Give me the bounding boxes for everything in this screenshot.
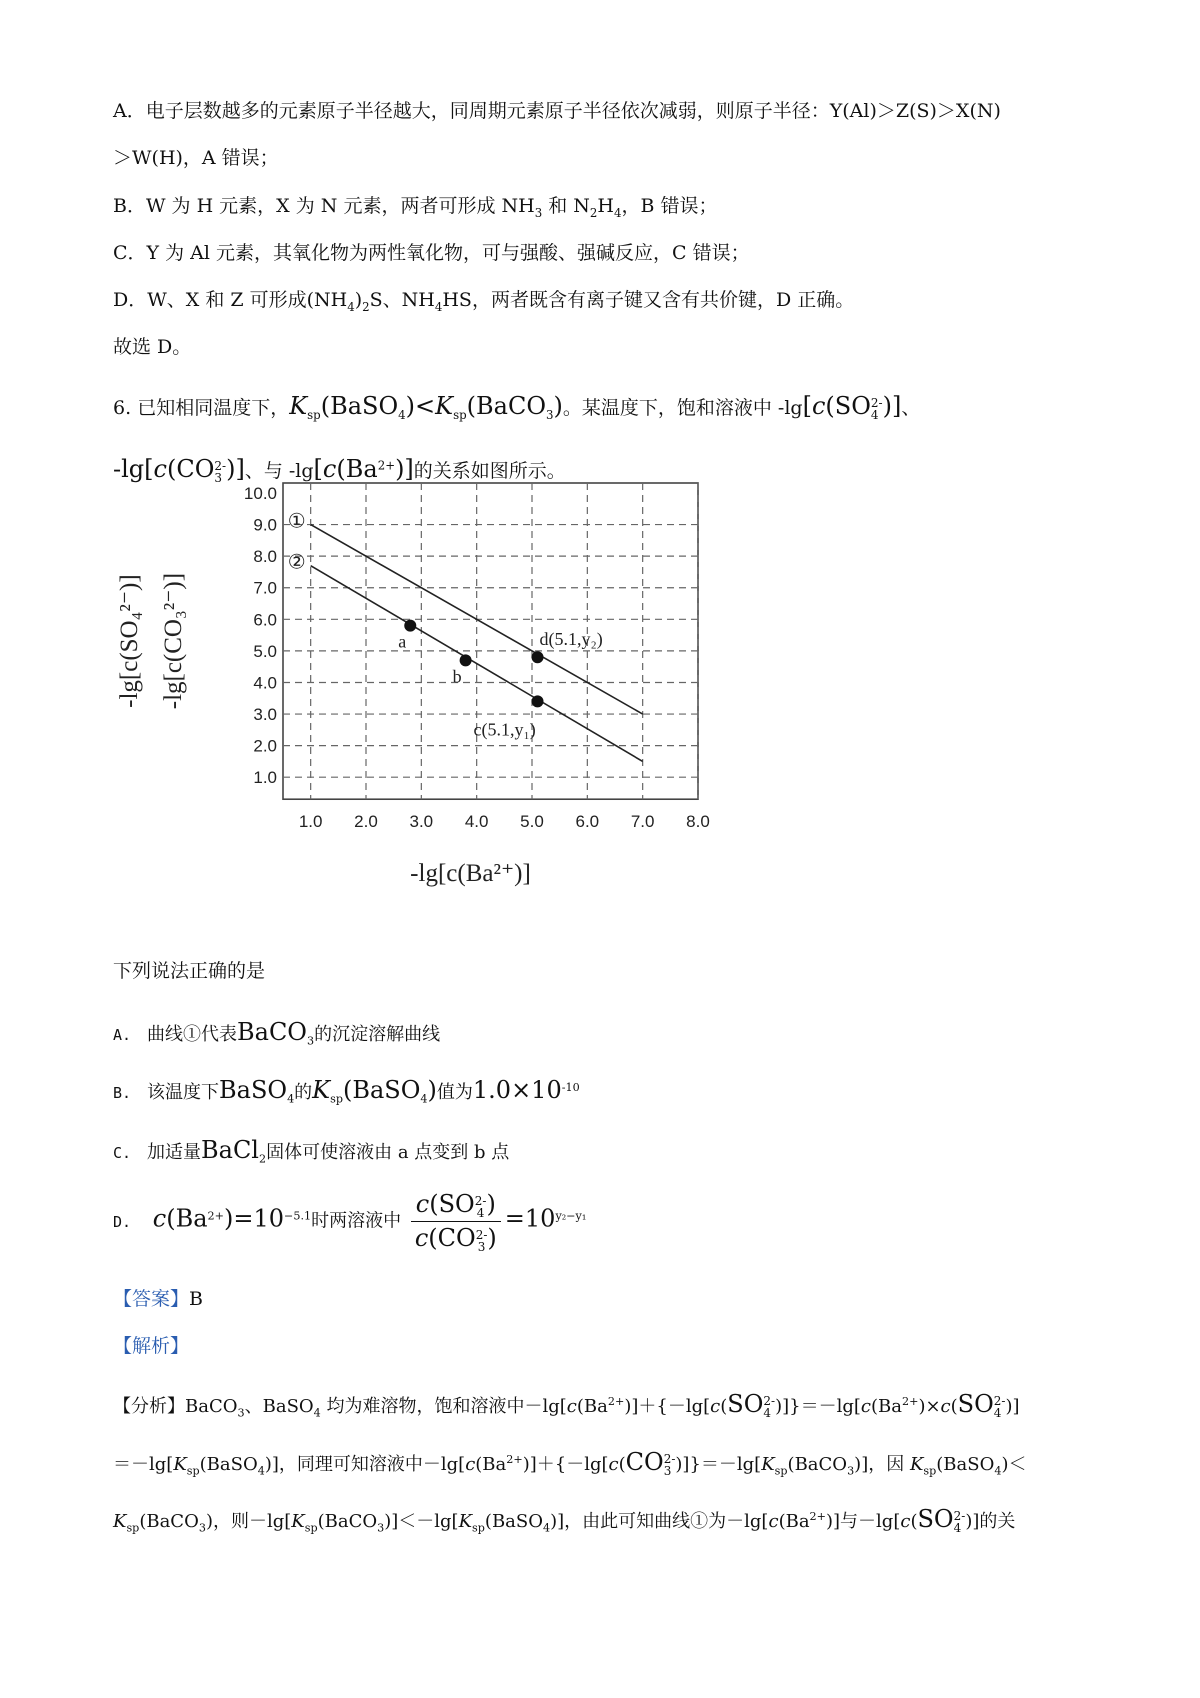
subscript: 3 bbox=[306, 1034, 315, 1048]
text-run: D．W、X 和 Z 可形成(NH bbox=[113, 289, 348, 311]
x-tick-label: 8.0 bbox=[686, 812, 710, 832]
subscript: sp bbox=[307, 407, 321, 422]
species: SO bbox=[957, 1390, 994, 1418]
x-tick-label: 1.0 bbox=[298, 812, 323, 832]
charge: 2+ bbox=[809, 1510, 826, 1523]
ksp-symbol: K bbox=[173, 1454, 187, 1475]
option-c-explanation: C．Y 为 Al 元素，其氧化物为两性氧化物，可与强酸、强碱反应，C 错误； bbox=[113, 242, 750, 264]
ksp-symbol: K bbox=[909, 1454, 924, 1475]
subscript: 4 bbox=[870, 408, 879, 422]
conclusion: 故选 D。 bbox=[113, 336, 192, 358]
y-tick-label: 3.0 bbox=[253, 705, 277, 725]
subscript: 4 bbox=[994, 1464, 1002, 1478]
text-run: 。某温度下，饱和溶液中 -lg bbox=[562, 397, 803, 419]
option-a-explanation-line1: A．电子层数越多的元素原子半径越大，同周期元素原子半径依次减弱，则原子半径：Y(Al)＞Z(S)＞X(N) bbox=[113, 100, 1001, 122]
point-label: c(5.1,y₁) bbox=[473, 719, 536, 740]
text-run: ( bbox=[910, 1511, 918, 1532]
species: BaCl bbox=[201, 1136, 259, 1164]
text-run: )]}＝－lg[ bbox=[775, 1396, 861, 1417]
text-run: 值为 bbox=[436, 1082, 473, 1103]
charge: 2+ bbox=[506, 1453, 523, 1466]
y-tick-label: 9.0 bbox=[253, 515, 277, 535]
text-run: )] bbox=[1005, 1396, 1020, 1417]
text-run: )]，同理可知溶液中－lg[ bbox=[264, 1454, 466, 1475]
subscript: 4 bbox=[993, 1406, 1002, 1420]
charge: 2+ bbox=[901, 1395, 919, 1408]
analysis-label: 【分析】 bbox=[113, 1396, 185, 1417]
subscript: 4 bbox=[313, 1406, 321, 1420]
charge: 2- bbox=[475, 1228, 488, 1242]
text-run: )]与－lg[ bbox=[826, 1511, 901, 1532]
subscript: 4 bbox=[434, 299, 443, 314]
c-symbol: c bbox=[465, 1454, 476, 1475]
subscript: 3 bbox=[477, 1240, 486, 1254]
text-run: 的 bbox=[294, 1082, 313, 1103]
exponent: −5.1 bbox=[284, 1209, 312, 1223]
exponent: y₂−y₁ bbox=[555, 1209, 587, 1223]
subscript: 2 bbox=[589, 205, 598, 220]
species: BaCO bbox=[476, 392, 547, 420]
species: SO bbox=[917, 1505, 954, 1533]
point-label: d(5.1,y₂) bbox=[539, 629, 603, 650]
species: CO bbox=[625, 1448, 664, 1476]
text-run: ，B 错误； bbox=[621, 195, 718, 217]
option-label: C. bbox=[113, 1144, 132, 1162]
text-run: )]}＝－lg[ bbox=[675, 1454, 762, 1475]
text-run: 时两溶液中 bbox=[311, 1210, 402, 1232]
option-label: A. bbox=[113, 1026, 132, 1044]
ksp-symbol: K bbox=[289, 392, 308, 420]
text-run: HS，两者既含有离子键又含有共价键，D 正确。 bbox=[442, 289, 855, 311]
question-prompt: 下列说法正确的是 bbox=[113, 960, 266, 982]
subscript: 4 bbox=[347, 299, 355, 314]
ksp-symbol: K bbox=[113, 1511, 127, 1532]
analysis-paragraph-line1 bbox=[113, 1390, 1020, 1420]
subscript: 3 bbox=[546, 407, 554, 422]
ratio-fraction: c(SO 2- 4 ) c(CO 2- 3 ) bbox=[411, 1190, 501, 1253]
c-symbol: c bbox=[322, 455, 337, 483]
text-run: (BaCO bbox=[317, 1511, 378, 1532]
charge: 2+ bbox=[207, 1209, 224, 1223]
subscript: 3 bbox=[198, 1521, 206, 1535]
text-run: 、BaSO bbox=[244, 1396, 314, 1417]
c-symbol: c bbox=[566, 1396, 577, 1417]
less-than: < bbox=[415, 392, 436, 420]
y-tick-label: 8.0 bbox=[253, 547, 277, 567]
charge: 2- bbox=[993, 1394, 1006, 1408]
text-run: )]＜－lg[ bbox=[384, 1511, 459, 1532]
option-a[interactable] bbox=[113, 1018, 440, 1048]
y-tick-label: 2.0 bbox=[253, 736, 277, 756]
text-run: (Ba bbox=[576, 1396, 608, 1417]
x-tick-label: 6.0 bbox=[575, 812, 600, 832]
text-run: 均为难溶物，饱和溶液中－lg[ bbox=[320, 1396, 567, 1417]
c-symbol: c bbox=[768, 1511, 779, 1532]
subscript: 3 bbox=[663, 1464, 672, 1478]
option-label: B. bbox=[113, 1084, 132, 1102]
text-run: ( bbox=[618, 1454, 626, 1475]
analysis-paragraph-line3 bbox=[113, 1505, 1015, 1535]
subscript: 3 bbox=[534, 205, 543, 220]
species: SO bbox=[727, 1390, 764, 1418]
analysis-label: 【解析】 bbox=[113, 1335, 190, 1357]
ksp-symbol: K bbox=[458, 1511, 473, 1532]
c-symbol: c bbox=[153, 455, 167, 483]
species: SO bbox=[834, 392, 871, 420]
text-run: )× bbox=[918, 1396, 941, 1417]
text-run: )]的关 bbox=[965, 1511, 1016, 1532]
species: BaSO bbox=[219, 1076, 288, 1104]
subscript: 3 bbox=[377, 1521, 385, 1535]
data-point bbox=[532, 651, 544, 663]
question-stem-line1: 6. 已知相同温度下，$K_{sp}(BaSO_4)<K_{sp}(BaCO_3)$。某温度下，饱和溶液中 -lg[c(SO 2- 4 )]、 bbox=[113, 392, 921, 422]
subscript: 4 bbox=[543, 1521, 551, 1535]
text-run: ) bbox=[354, 289, 363, 311]
text-run: BaCO bbox=[185, 1396, 238, 1417]
x-tick-label: 5.0 bbox=[520, 812, 544, 832]
option-b-explanation bbox=[113, 195, 718, 220]
c-symbol: c bbox=[415, 1190, 430, 1218]
species: Ba bbox=[345, 455, 378, 483]
data-point bbox=[460, 654, 472, 666]
option-d-explanation bbox=[113, 289, 854, 314]
subscript: 4 bbox=[613, 205, 622, 220]
answer-value: B bbox=[189, 1288, 203, 1310]
species: BaSO bbox=[352, 1076, 421, 1104]
text-run: B．W 为 H 元素，X 为 N 元素，两者可形成 NH bbox=[113, 195, 535, 217]
text-run: 已知相同温度下， bbox=[137, 397, 290, 419]
charge: 2- bbox=[763, 1394, 776, 1408]
value: 1.0×10 bbox=[472, 1076, 562, 1104]
option-b[interactable]: B. 该温度下BaSO$_4$的$K_{sp}(BaSO_4)$值为$1.0\times 10^{-10}$ bbox=[113, 1076, 580, 1106]
species: Ba bbox=[175, 1204, 208, 1233]
c-symbol: c bbox=[152, 1204, 167, 1233]
text-run: (BaCO bbox=[139, 1511, 199, 1532]
y-tick-label: 6.0 bbox=[253, 610, 277, 630]
c-symbol: c bbox=[860, 1396, 871, 1417]
charge: 2+ bbox=[377, 458, 396, 473]
text-run: )]＋{－lg[ bbox=[522, 1454, 609, 1475]
solubility-chart bbox=[113, 484, 793, 933]
exponent: -10 bbox=[561, 1081, 580, 1094]
text-run: 、 bbox=[901, 397, 921, 419]
subscript: 3 bbox=[237, 1406, 245, 1420]
c-symbol: c bbox=[811, 392, 826, 420]
charge: 2- bbox=[953, 1509, 966, 1523]
option-a-explanation-line2: ＞W(H)，A 错误； bbox=[113, 147, 279, 169]
y-tick-label: 10.0 bbox=[243, 484, 277, 503]
text-run: 固体可使溶液由 a 点变到 b 点 bbox=[266, 1142, 510, 1163]
text-run: )]，由此可知曲线①为－lg[ bbox=[550, 1511, 769, 1532]
text-run: ( bbox=[950, 1396, 958, 1417]
subscript: sp bbox=[330, 1092, 343, 1106]
x-tick-label: 3.0 bbox=[409, 812, 434, 832]
subscript: 4 bbox=[287, 1092, 295, 1106]
subscript: 3 bbox=[847, 1464, 855, 1478]
question-number: 6. bbox=[113, 397, 132, 419]
subscript: sp bbox=[186, 1464, 200, 1478]
text-run: ＝－lg[ bbox=[113, 1454, 174, 1475]
subscript: 2 bbox=[362, 299, 370, 314]
subscript: 3 bbox=[214, 471, 223, 485]
charge: 2- bbox=[474, 1194, 487, 1208]
subscript: 4 bbox=[257, 1464, 265, 1478]
c-symbol: c bbox=[414, 1224, 429, 1252]
c-symbol: c bbox=[940, 1396, 951, 1417]
ksp-symbol: K bbox=[761, 1454, 775, 1475]
subscript: 4 bbox=[420, 1092, 428, 1106]
point-label: a bbox=[398, 631, 407, 652]
text-run: )]＋{－lg[ bbox=[624, 1396, 711, 1417]
text-run: 和 N bbox=[542, 195, 590, 217]
ksp-symbol: K bbox=[312, 1076, 331, 1104]
y-tick-label: 7.0 bbox=[253, 578, 277, 598]
subscript: 4 bbox=[953, 1521, 962, 1535]
c-symbol: c bbox=[710, 1396, 721, 1417]
option-label: D. bbox=[113, 1212, 132, 1231]
subscript: sp bbox=[304, 1521, 318, 1535]
equals: =10 bbox=[233, 1204, 284, 1233]
analysis-paragraph-line2 bbox=[113, 1448, 1027, 1478]
species: CO bbox=[437, 1224, 476, 1252]
analysis-heading bbox=[113, 1335, 189, 1358]
species: SO bbox=[438, 1190, 475, 1218]
ksp-symbol: K bbox=[435, 392, 454, 420]
question-stem-line2: -lg[c(CO 2- 3 )]、与 $-\lg[c(Ba^{2+})]$的关系如图所示。 bbox=[113, 455, 566, 485]
text-run: )]，因 bbox=[854, 1454, 910, 1475]
species: BaSO bbox=[330, 392, 399, 420]
subscript: sp bbox=[923, 1464, 937, 1478]
text-run: (Ba bbox=[475, 1454, 507, 1475]
subscript: 2 bbox=[258, 1152, 267, 1166]
x-axis-label: -lg[c(Ba²⁺)] bbox=[410, 860, 531, 888]
subscript: sp bbox=[453, 407, 467, 422]
charge: 2- bbox=[663, 1452, 676, 1466]
text-run: (BaSO bbox=[484, 1511, 543, 1532]
equals: =10 bbox=[504, 1204, 556, 1233]
series-label: ① bbox=[287, 508, 306, 533]
subscript: sp bbox=[774, 1464, 788, 1478]
c-symbol: c bbox=[608, 1454, 619, 1475]
text-run: ( bbox=[720, 1396, 728, 1417]
y-tick-label: 5.0 bbox=[253, 641, 277, 661]
charge: 2- bbox=[214, 459, 227, 473]
subscript: 4 bbox=[398, 407, 406, 422]
text-run: (Ba bbox=[871, 1396, 902, 1417]
data-point bbox=[532, 695, 544, 707]
subscript: 4 bbox=[763, 1406, 772, 1420]
option-d[interactable]: D. $c(Ba^{2+})=10^{-5.1}$时两溶液中 c(SO 2- 4 ) c(CO 2- 3 ) $=10^{y_2-y_1}$ bbox=[113, 1190, 587, 1254]
text-run: (Ba bbox=[778, 1511, 810, 1532]
text-run: )，则－lg[ bbox=[205, 1511, 292, 1532]
text-run: (BaSO bbox=[199, 1454, 258, 1475]
x-tick-label: 7.0 bbox=[630, 812, 655, 832]
y-tick-label: 4.0 bbox=[253, 673, 277, 693]
y-tick-label: 1.0 bbox=[253, 768, 277, 788]
text-run: H bbox=[597, 195, 614, 217]
species: CO bbox=[176, 455, 215, 483]
subscript: sp bbox=[472, 1521, 485, 1535]
point-label: b bbox=[452, 666, 462, 687]
text-run: (BaCO bbox=[787, 1454, 848, 1475]
text-run: 该温度下 bbox=[147, 1082, 219, 1103]
plot-frame bbox=[283, 483, 698, 799]
x-tick-label: 4.0 bbox=[464, 812, 489, 832]
subscript: 4 bbox=[476, 1206, 485, 1220]
species: BaCO bbox=[237, 1018, 307, 1046]
text-run: -lg bbox=[113, 455, 145, 483]
answer-label: 【答案】 bbox=[113, 1288, 190, 1310]
subscript: sp bbox=[126, 1521, 140, 1535]
data-point bbox=[404, 620, 416, 632]
text-run: )＜ bbox=[1001, 1454, 1027, 1475]
y-axis-label-so4: -lg[c(SO₄²⁻)] bbox=[116, 574, 143, 708]
text-run: 、与 -lg bbox=[244, 460, 314, 482]
y-axis-label-co3: -lg[c(CO₃²⁻)] bbox=[160, 572, 187, 710]
text-run: 的关系如图所示。 bbox=[413, 460, 566, 482]
x-tick-label: 2.0 bbox=[354, 812, 378, 832]
option-c[interactable] bbox=[113, 1136, 509, 1166]
text-run: S、NH bbox=[369, 289, 435, 311]
text-run: 的沉淀溶解曲线 bbox=[314, 1024, 441, 1045]
text-run: 曲线①代表 bbox=[147, 1024, 237, 1045]
charge: 2- bbox=[870, 396, 883, 410]
answer-line bbox=[113, 1288, 203, 1311]
c-symbol: c bbox=[900, 1511, 911, 1532]
text-run: 加适量 bbox=[147, 1142, 201, 1163]
text-run: (BaSO bbox=[936, 1454, 995, 1475]
ksp-symbol: K bbox=[291, 1511, 305, 1532]
series-label: ② bbox=[287, 549, 306, 574]
charge: 2+ bbox=[607, 1395, 625, 1408]
